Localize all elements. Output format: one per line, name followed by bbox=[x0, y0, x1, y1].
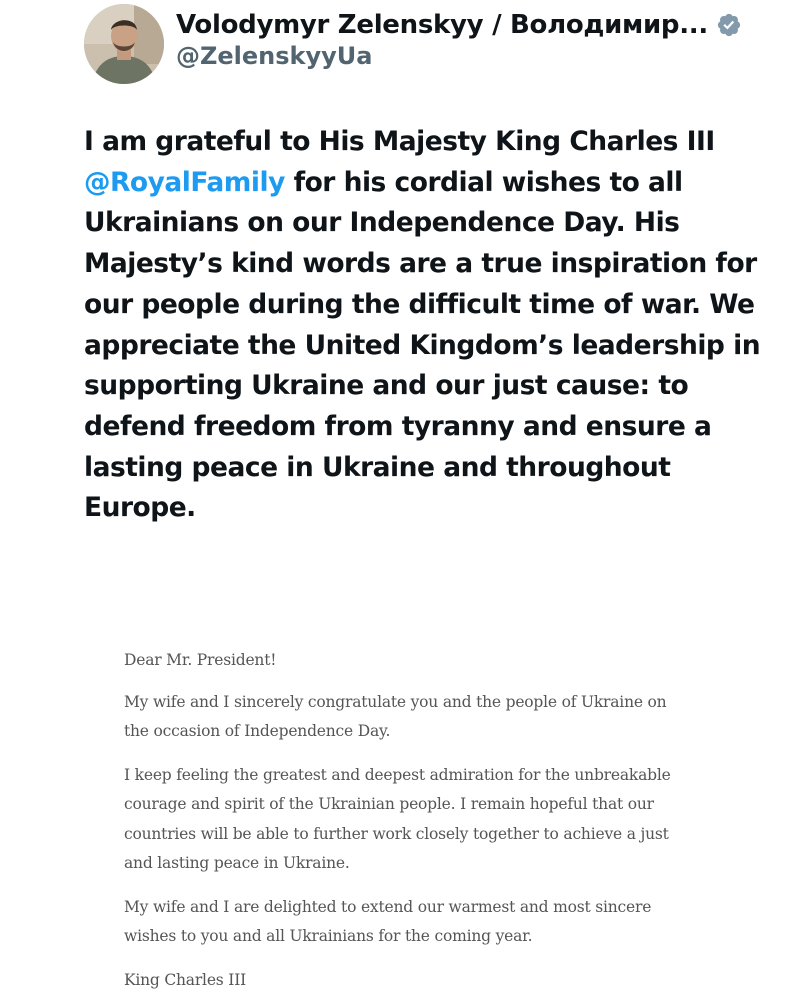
author-handle[interactable]: @ZelenskyyUa bbox=[176, 42, 373, 70]
letter-paragraph: My wife and I are delighted to extend our warmest and most sincere wishes to you and all Ukrainians for the coming year. bbox=[124, 897, 652, 945]
author-name-row bbox=[176, 8, 742, 42]
avatar-photo-icon bbox=[84, 4, 164, 84]
royal-family-mention-link[interactable]: @RoyalFamily bbox=[84, 166, 285, 198]
tweet-text bbox=[84, 122, 784, 529]
tweet-text-part-1: I am grateful to His Majesty King Charles III bbox=[84, 126, 715, 157]
tweet-text-part-2: for his cordial wishes to all Ukrainians on our Independence Day. His Majesty’s kind words are a true inspiration for our people during the difficult time of war. We appreciate the United Kingdom’s leadership in supporting Ukraine and our just cause: to defend freedom from tyranny and ensure a lasting peace in Ukraine and throughout Europe. bbox=[84, 166, 761, 524]
verified-badge-icon[interactable] bbox=[716, 12, 742, 38]
author-avatar[interactable] bbox=[84, 4, 164, 84]
letter-paragraph: I keep feeling the greatest and deepest admiration for the unbreakable courage and spirit of the Ukrainian people. I remain hopeful that our countries will be able to further work closely together to achieve a just and lasting peace in Ukraine. bbox=[124, 765, 671, 872]
letter-signature: King Charles III bbox=[124, 970, 247, 989]
letter-image[interactable] bbox=[124, 646, 684, 995]
letter-greeting: Dear Mr. President! bbox=[124, 651, 277, 669]
letter-paragraph: My wife and I sincerely congratulate you and the people of Ukraine on the occasion of Independence Day. bbox=[124, 692, 667, 740]
tweet-header bbox=[84, 4, 784, 80]
author-display-name[interactable]: Volodymyr Zelenskyy / Володимир... bbox=[176, 10, 708, 40]
